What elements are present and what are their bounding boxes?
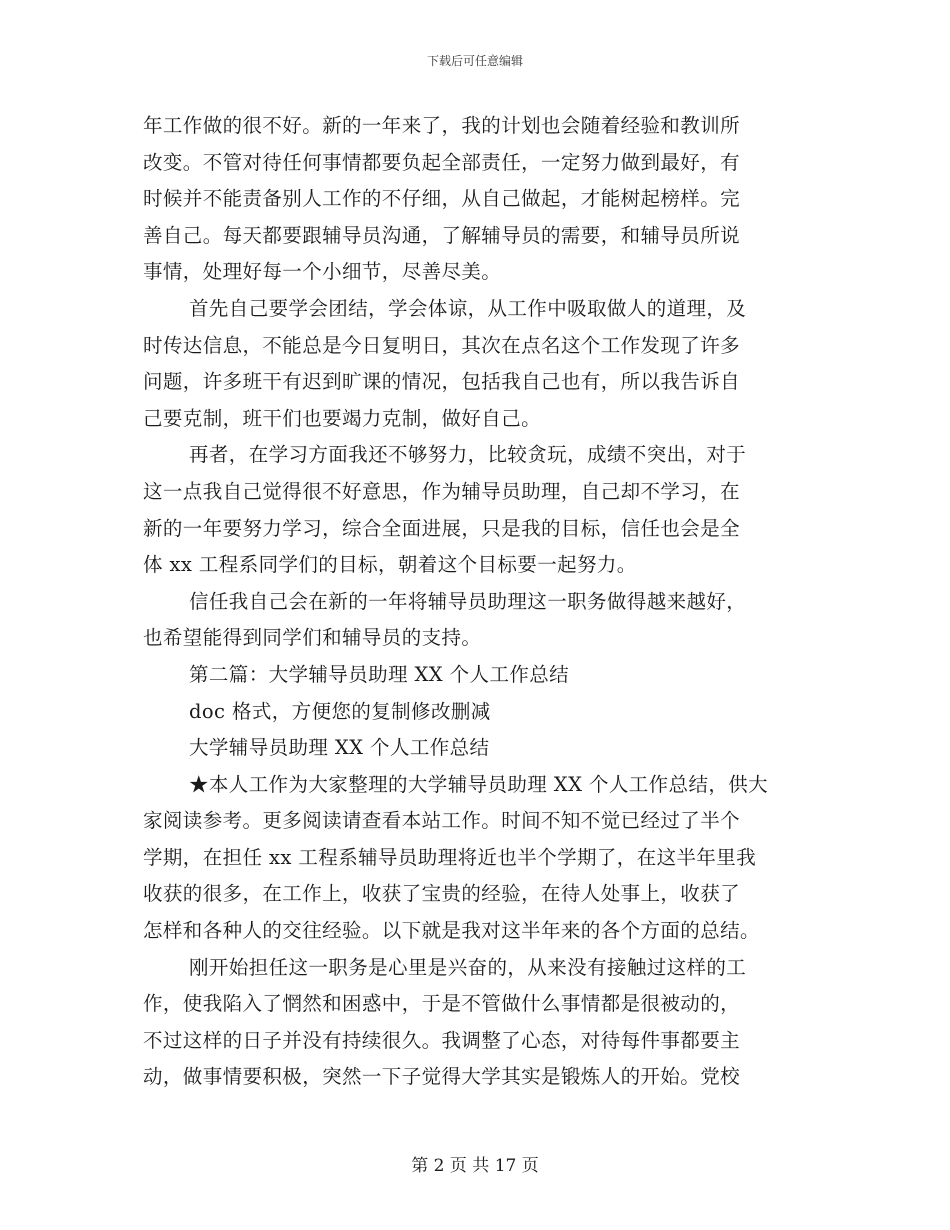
text-line: 学期，在担任 xx 工程系辅导员助理将近也半个学期了，在这半年里我 <box>143 845 757 869</box>
text-line: 时传达信息，不能总是今日复明日，其次在点名这个工作发现了许多 <box>143 333 741 357</box>
text-line: 己要克制，班干们也要竭力克制，做好自己。 <box>143 406 542 430</box>
page-number-footer: 第 2 页 共 17 页 <box>411 1156 539 1176</box>
text-line: 事情，处理好每一个小细节，尽善尽美。 <box>143 260 502 284</box>
text-line: 动，做事情要积极，突然一下子觉得大学其实是锻炼人的开始。党校 <box>143 1065 741 1089</box>
text-line: 时候并不能责备别人工作的不仔细，从自己做起，才能树起榜样。完 <box>143 187 741 211</box>
text-line: doc 格式，方便您的复制修改删减 <box>189 699 491 723</box>
text-line: 也希望能得到同学们和辅导员的支持。 <box>143 626 482 650</box>
text-line: 新的一年要努力学习，综合全面进展，只是我的目标，信任也会是全 <box>143 516 741 540</box>
text-line: 大学辅导员助理 XX 个人工作总结 <box>189 736 490 760</box>
text-line: 年工作做的很不好。新的一年来了，我的计划也会随着经验和教训所 <box>143 114 741 137</box>
text-line: 这一点我自己觉得很不好意思，作为辅导员助理，自己却不学习，在 <box>143 479 741 503</box>
page-header: 下载后可任意编辑 <box>426 54 523 68</box>
text-line: 体 xx 工程系同学们的目标，朝着这个目标要一起努力。 <box>143 553 637 577</box>
text-line: 刚开始担任这一职务是心里是兴奋的，从来没有接触过这样的工 <box>189 955 747 979</box>
text-line: 不过这样的日子并没有持续很久。我调整了心态，对待每件事都要主 <box>143 1028 741 1052</box>
text-line: 信任我自己会在新的一年将辅导员助理这一职务做得越来越好， <box>189 589 747 613</box>
text-line: 作，使我陷入了惘然和困惑中，于是不管做什么事情都是很被动的， <box>143 992 741 1016</box>
text-line: 收获的很多，在工作上，收获了宝贵的经验，在待人处事上，收获了 <box>143 882 741 906</box>
text-line: 首先自己要学会团结，学会体谅，从工作中吸取做人的道理，及 <box>189 296 747 320</box>
text-line: 怎样和各种人的交往经验。以下就是我对这半年来的各个方面的总结。 <box>143 919 760 943</box>
text-line: 善自己。每天都要跟辅导员沟通，了解辅导员的需要，和辅导员所说 <box>143 223 741 247</box>
text-line: 第二篇：大学辅导员助理 XX 个人工作总结 <box>189 662 570 686</box>
text-line: 家阅读参考。更多阅读请查看本站工作。时间不知不觉已经过了半个 <box>143 809 741 833</box>
text-line: 改变。不管对待任何事情都要负起全部责任，一定努力做到最好，有 <box>143 150 741 174</box>
text-line: 再者，在学习方面我还不够努力，比较贪玩，成绩不突出，对于 <box>189 443 747 467</box>
text-line: 问题，许多班干有迟到旷课的情况，包括我自己也有，所以我告诉自 <box>143 370 741 394</box>
document-body <box>143 108 807 1096</box>
text-line: ★本人工作为大家整理的大学辅导员助理 XX 个人工作总结，供大 <box>189 772 769 796</box>
